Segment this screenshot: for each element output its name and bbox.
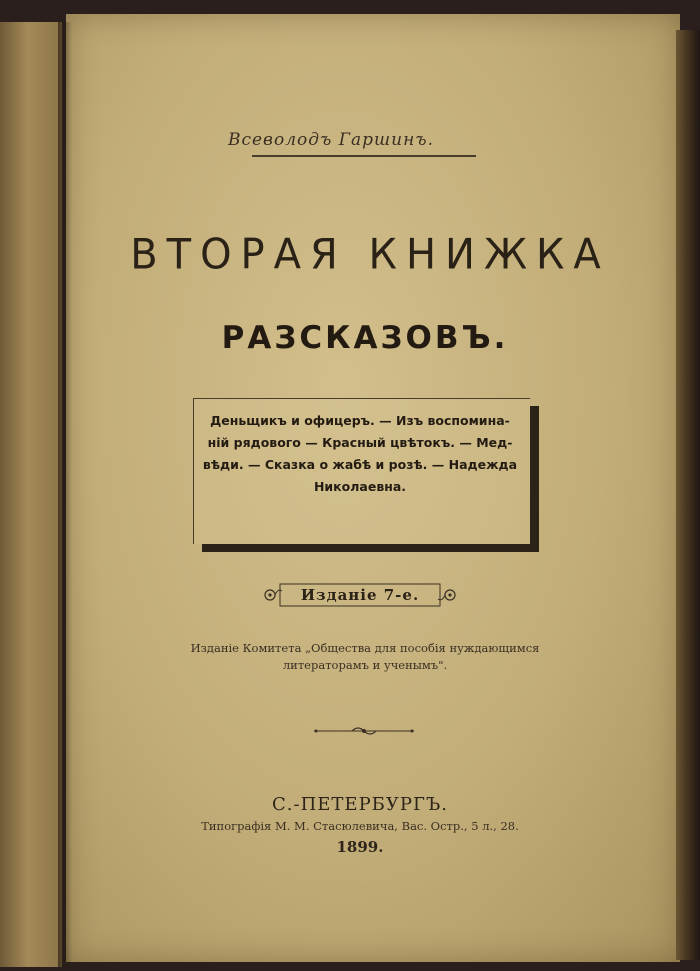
contents-line: Деньщикъ и офицеръ. — Изъ воспомина- [210,413,510,428]
author-underline [252,155,476,157]
contents-line: Николаевна. [313,479,407,494]
divider-ornament [312,724,416,738]
contents-line: ній рядового — Красный цвѣтокъ. — Мед- [207,435,513,450]
spine-shadow [58,22,72,967]
facing-page-edge [0,22,62,967]
author-name: Всеволодъ Гаршинъ. [227,130,435,150]
city: С.-ПЕТЕРБУРГЪ. [272,794,448,815]
edition-label: Изданіе 7-е. [300,586,420,604]
contents-list [200,410,520,498]
book-title: ВТОРАЯ КНИЖКА [130,230,610,280]
book-cover-edge [676,30,700,960]
publisher-info [150,640,580,674]
contents-line: вѣди. — Сказка о жабѣ и розѣ. — Надежда [202,457,518,472]
book-subtitle: РАЗСКАЗОВЪ. [221,320,509,356]
publisher-line: литераторамъ и ученымъ". [282,658,448,672]
publisher-line: Изданіе Комитета „Общества для пособія нуждающимся [190,641,540,655]
publication-year: 1899. [336,838,384,856]
printer-info: Типографія М. М. Стасюлевича, Вас. Остр., 5 л., 28. [201,819,519,833]
